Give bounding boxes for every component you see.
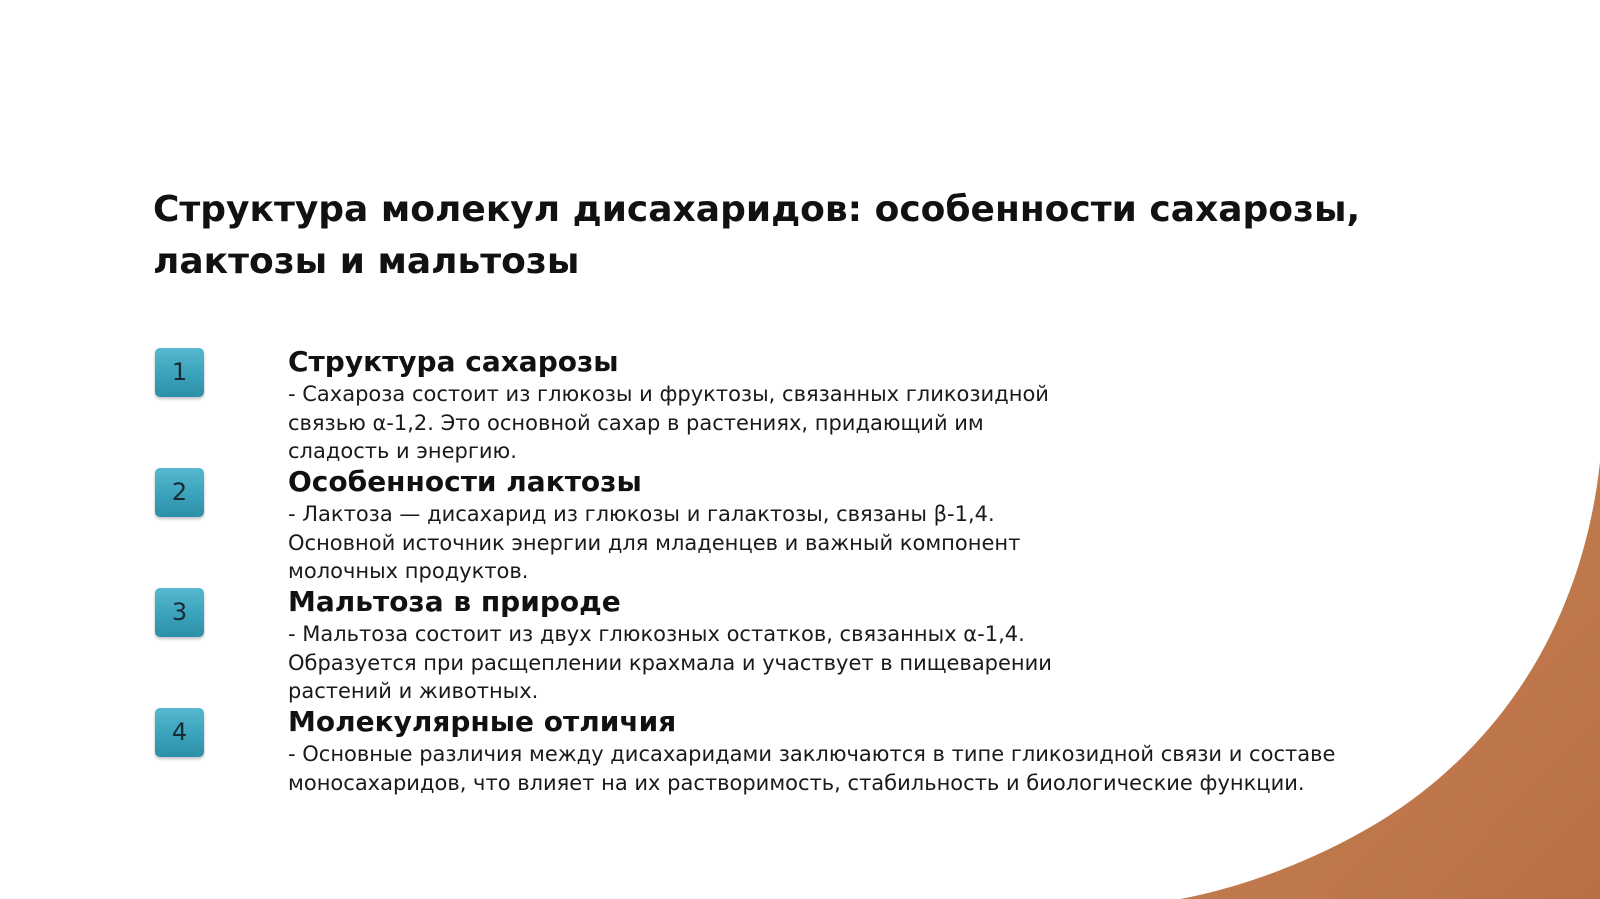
item-description: - Основные различия между дисахаридами заключаются в типе гликозидной связи и составе моносахаридов, что влияет на их растворимость, стабильность и биологические функции. <box>288 742 1336 795</box>
item-heading: Мальтоза в природе <box>288 585 621 618</box>
item-description: - Лактоза — дисахарид из глюкозы и галактозы, связаны β-1,4. Основной источник энергии для младенцев и важный компонент молочных продуктов. <box>288 502 1021 583</box>
item-heading: Структура сахарозы <box>288 345 619 378</box>
number-badge: 2 <box>155 468 204 517</box>
item-heading: Особенности лактозы <box>288 465 642 498</box>
item-description: - Сахароза состоит из глюкозы и фруктозы, связанных гликозидной связью α-1,2. Это основной сахар в растениях, придающий им сладость и энергию. <box>288 382 1049 463</box>
number-badge: 4 <box>155 708 204 757</box>
item-heading: Молекулярные отличия <box>288 705 677 738</box>
item-description: - Мальтоза состоит из двух глюкозных остатков, связанных α-1,4. Образуется при расщеплении крахмала и участвует в пищеварении растений и животных. <box>288 622 1052 703</box>
number-badge: 3 <box>155 588 204 637</box>
slide-title: Структура молекул дисахаридов: особенности сахарозы, лактозы и мальтозы <box>153 189 1361 282</box>
number-badge: 1 <box>155 348 204 397</box>
